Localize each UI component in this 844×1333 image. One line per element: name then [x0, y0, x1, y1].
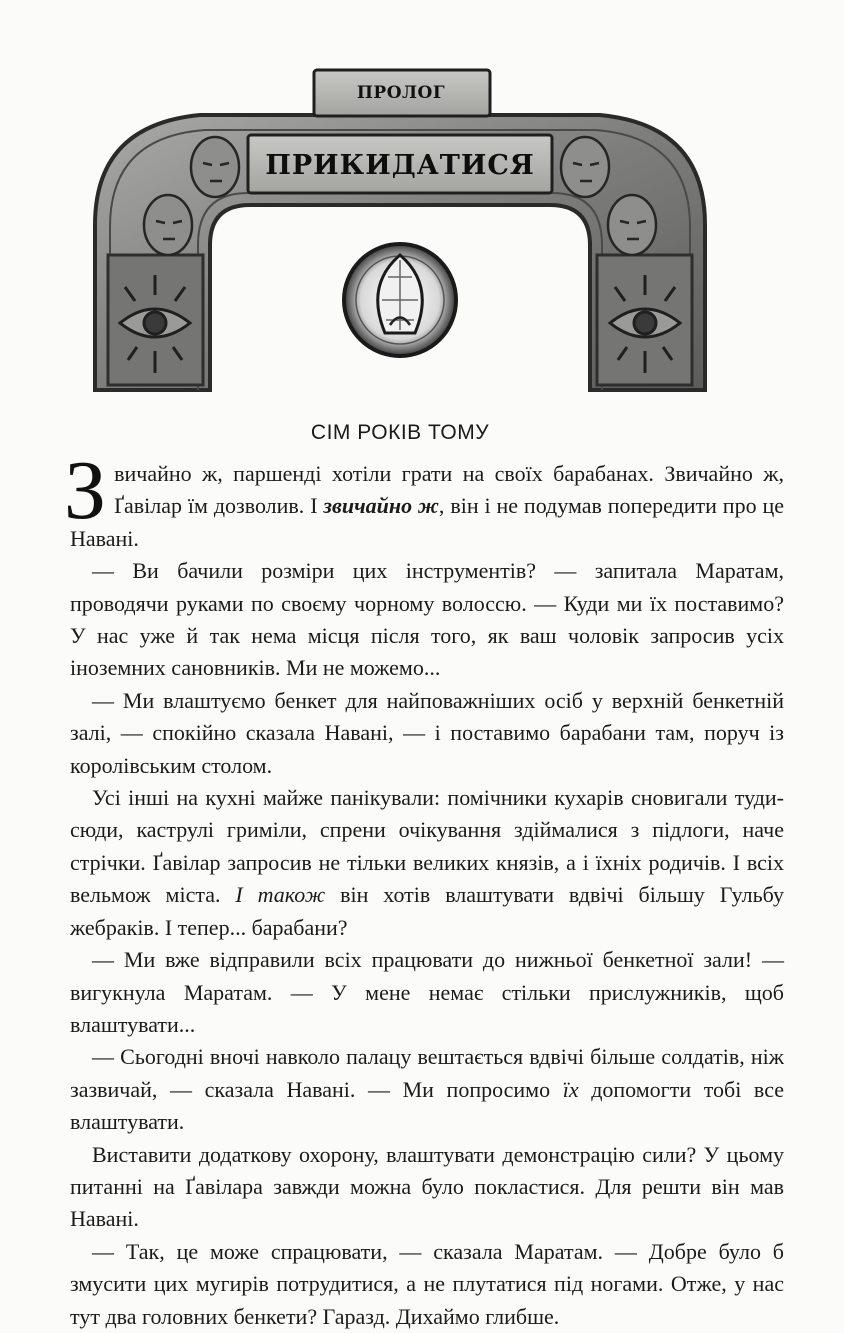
paragraph-2: — Ви бачили розміри цих інструментів? — запитала Маратам, проводячи руками по своєму чорному волоссю. — Куди ми їх поставимо? У нас уже й так нема місця після того, як ваш чоловік запросив усіх іноземних сановників. Ми не можемо... [70, 558, 784, 681]
paragraph-3: — Ми влаштуємо бенкет для найповажніших осіб у верхній бенкетній залі, — спокійно сказала Навані, — і поставимо барабани там, поруч із королівським столом. [70, 687, 784, 778]
paragraph-4-part-1: Усі інші на кухні майже панікували: помічники кухарів сновигали туди-сюди, каструлі гриміли, спрени очікування здіймалися з підлоги, наче стрічки. Ґавілар запросив не тільки великих князів, а і їхніх родичів. І всіх вельмож міста. [70, 785, 784, 908]
paragraph-6-part-2: допомогти тобі все влаштувати. [70, 1076, 784, 1135]
prologue-label: ПРОЛОГ [356, 83, 446, 103]
paragraph-4-emphasis: І також [235, 882, 326, 908]
chapter-subheading: СІМ РОКІВ ТОМУ [310, 421, 490, 444]
paragraph-1 [64, 444, 785, 555]
gem-medallion [344, 244, 456, 356]
paragraph-7: Виставити додаткову охорону, влаштувати демонстрацію сили? У цьому питанні на Ґавілара завжди можна було покластися. Для решти він мав Навані. [70, 1141, 784, 1232]
paragraph-1-part-1: вичайно ж, паршенді хотіли грати на своїх барабанах. Звичайно ж, Ґавілар їм дозволив. І [114, 461, 784, 519]
paragraph-6-emphasis: їх [562, 1076, 579, 1102]
paragraph-1-emphasis: звичайно ж [323, 493, 439, 519]
paragraph-6 [70, 1041, 784, 1138]
paragraph-4 [70, 782, 784, 944]
paragraph-1-part-2: , він і не подумав попередити про це Навані. [70, 493, 785, 551]
drop-cap: З [64, 444, 107, 537]
paragraph-8: — Так, це може спрацювати, — сказала Маратам. — Добре було б змусити цих мугирів потрудитися, а не плутатися під ногами. Отже, у нас тут два головних бенкети? Гаразд. Дихаймо глибше. [70, 1238, 784, 1329]
paragraph-4-part-2: він хотів влаштувати вдвічі більшу Гульбу жебраків. І тепер... барабани? [70, 882, 785, 940]
paragraph-5: — Ми вже відправили всіх працювати до нижньої бенкетної зали! — вигукнула Маратам. — У мене немає стільки прислужників, щоб влаштувати... [70, 947, 784, 1037]
body-text [64, 444, 785, 1333]
chapter-title: ПРИКИДАТИСЯ [265, 149, 535, 181]
paragraph-6-part-1: — Сьогодні вночі навколо палацу вештається вдвічі більше солдатів, ніж зазвичай, — сказала Навані. — Ми попросимо [70, 1044, 784, 1102]
